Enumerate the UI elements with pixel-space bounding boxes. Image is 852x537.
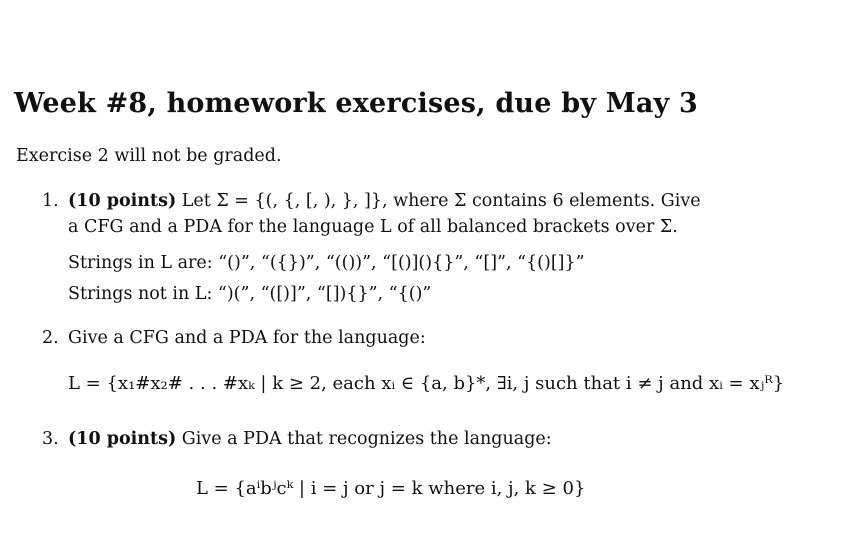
exercise-2-prompt: Give a CFG and a PDA for the language: — [68, 328, 426, 348]
exercise-1-line-1 — [68, 191, 701, 211]
exercise-3-number: 3. — [42, 429, 59, 449]
page-title: Week #8, homework exercises, due by May 3 — [14, 88, 699, 119]
exercise-1-strings-in-L: Strings in L are: “()”, “({})”, “(())”, “[()](){}”, “[]”, “{()[]}” — [68, 253, 585, 273]
exercise-1-line-2: a CFG and a PDA for the language L of all balanced brackets over Σ. — [68, 217, 678, 237]
exercise-1-statement: Let Σ = {(, {, [, ), }, ]}, where Σ contains 6 elements. Give — [176, 191, 701, 211]
exercise-1-number: 1. — [42, 191, 59, 211]
exercise-3-formula: L = {aⁱbʲcᵏ | i = j or j = k where i, j, k ≥ 0} — [196, 478, 586, 499]
exercise-2-formula: L = {x₁#x₂# . . . #xₖ | k ≥ 2, each xᵢ ∈ {a, b}*, ∃i, j such that i ≠ j and xᵢ = xⱼᴿ} — [68, 373, 785, 394]
exercise-3-line — [68, 429, 552, 449]
exercise-3-points: (10 points) — [68, 429, 177, 449]
exercise-1-points: (10 points) — [68, 191, 177, 211]
grading-note: Exercise 2 will not be graded. — [16, 146, 282, 166]
exercise-2-number: 2. — [42, 328, 59, 348]
exercise-3-prompt: Give a PDA that recognizes the language: — [176, 429, 552, 449]
exercise-1-strings-not-in-L: Strings not in L: “)(”, “([)]”, “[]){}”, “{()” — [68, 284, 432, 304]
